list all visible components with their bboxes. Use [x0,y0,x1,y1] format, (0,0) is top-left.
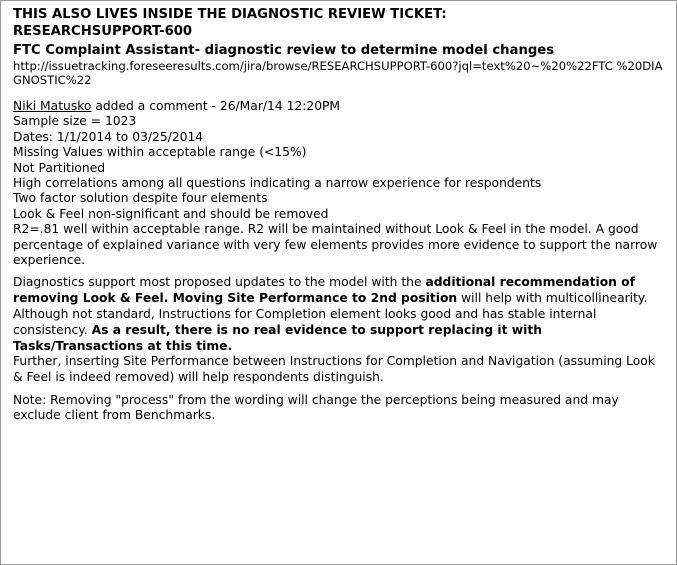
comment-meta: added a comment - 26/Mar/14 12:20PM [91,98,341,113]
paragraph-note: Note: Removing "process" from the wording will change the perceptions being measured and may exclude client from Benchmarks. [13,393,619,423]
paragraph-instructions [13,307,666,354]
instructions-bold-conclusion: As a result, there is no real evidence to support replacing it with Tasks/Transactions at this time. [13,322,542,353]
instructions-text-part-1: Although not standard, Instructions for Completion element looks good and has stable internal consistency. [13,307,597,337]
fact-correlations: High correlations among all questions indicating a narrow experience for respondents [13,176,542,191]
document-title-line-1: THIS ALSO LIVES INSIDE THE DIAGNOSTIC REVIEW TICKET: [13,7,447,22]
paragraph-diagnostics [13,275,666,307]
ticket-url[interactable]: http://issuetracking.foreseeresults.com/jira/browse/RESEARCHSUPPORT-600?jql=text%20~%20%22FTC %20DIAGNOSTIC%22 [13,59,663,88]
fact-look-and-feel: Look & Feel non-significant and should be removed [13,206,329,221]
fact-sample-size: Sample size = 1023 [13,114,137,129]
spacer-2 [13,268,666,275]
spacer-1 [13,88,666,99]
spacer-3 [13,386,666,393]
fact-factor-solution: Two factor solution despite four elements [13,191,268,206]
diagnostics-text-part-1: Diagnostics support most proposed updates to the model with the [13,275,426,290]
comment-byline [13,99,666,115]
ticket-id: RESEARCHSUPPORT-600 [13,23,193,39]
fact-partitioning: Not Partitioned [13,160,106,175]
diagnostics-bold-recommendation: additional recommendation of removing Look & Feel. Moving Site Performance to 2nd position [13,275,635,306]
document-heading: FTC Complaint Assistant- diagnostic review to determine model changes [13,43,555,58]
paragraph-site-performance: Further, inserting Site Performance between Instructions for Completion and Navigation (assuming Look & Feel is indeed removed) will help respondents distinguish. [13,354,655,385]
fact-missing-values: Missing Values within acceptable range (<15%) [13,145,307,160]
comment-author: Niki Matusko [13,98,92,113]
diagnostics-text-part-2: will help with multicollinearity. [457,291,648,306]
paragraph-r2: R2=.81 well within acceptable range. R2 will be maintained without Look & Feel in the model. A good percentage of explained variance with very few elements provides more evidence to support the narrow experience. [13,222,658,268]
fact-dates: Dates: 1/1/2014 to 03/25/2014 [13,129,204,144]
